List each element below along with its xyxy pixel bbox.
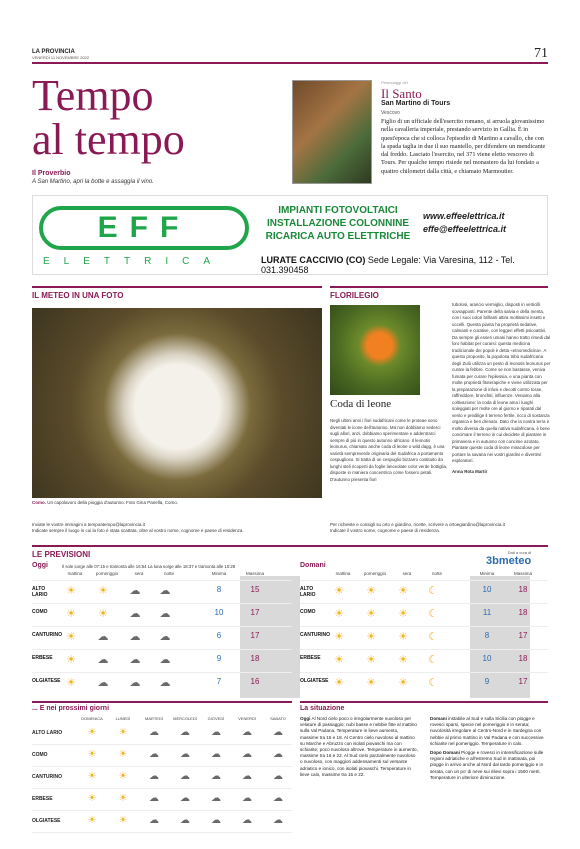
- saint-body: Figlio di un ufficiale dell'esercito romano, si arruola giovanissimo nella cavalleria imperiale, prestando servizio in Gallia. È in quest'epoca che si colloca l'episodio di Martino a cavallo, che con la spada taglia in due il suo mantello, per difendere un mendicante dal freddo. Lasciato l'esercito, nel 371 viene eletto vescovo di Tours. Per qualche tempo risiede nel monastero da lui fondato a quattro chilometri dalla città, e chiamato Marmoutier.: [381, 118, 546, 175]
- day-header-6: SABATO: [270, 716, 286, 721]
- max-temperature: 18: [518, 654, 528, 663]
- sun-icon: ☀: [334, 585, 344, 597]
- week-city-name: COMO: [32, 752, 48, 758]
- row-divider: [32, 649, 292, 650]
- sun-icon: ☀: [334, 608, 344, 620]
- day-header-0: DOMENICA: [81, 716, 103, 721]
- sun-icon: ☀: [398, 654, 408, 666]
- sun-icon: ☀: [398, 677, 408, 689]
- sun-icon: ☀: [87, 815, 97, 826]
- cloud-icon: ☁: [211, 771, 221, 782]
- cloud-icon: ☁: [242, 727, 252, 738]
- meteo-foto-rule: [32, 286, 322, 288]
- cloud-icon: ☁: [149, 727, 159, 738]
- ad-logo-sub: ELETTRICA: [43, 256, 225, 267]
- cloud-icon: ☁: [242, 771, 252, 782]
- sun-icon: ☀: [87, 771, 97, 782]
- sun-icon: ☀: [66, 608, 76, 620]
- situazione-domani-label: Domani: [430, 716, 447, 721]
- sun-icon: ☀: [398, 585, 408, 597]
- florilegio-heading: FLORILEGIO: [330, 291, 379, 300]
- row-divider: [32, 626, 292, 627]
- city-name: CANTURINO: [32, 632, 62, 638]
- ad-address: [261, 255, 547, 275]
- week-city-name: ALTO LARIO: [32, 730, 63, 736]
- moon-icon: ☾: [428, 631, 438, 643]
- cloud-icon: ☁: [149, 815, 159, 826]
- cloud-icon: ☁: [273, 749, 283, 760]
- column-header-3: notte: [431, 571, 442, 576]
- photo-caption: [32, 500, 322, 506]
- column-header-5: Massima: [513, 571, 532, 576]
- sun-icon: ☀: [87, 793, 97, 804]
- column-header-0: mattina: [67, 571, 83, 576]
- cloud-icon: ☁: [211, 727, 221, 738]
- sun-icon: ☀: [66, 585, 76, 597]
- sun-icon: ☀: [398, 631, 408, 643]
- city-name: ERBESE: [300, 655, 321, 661]
- city-name: COMO: [300, 609, 316, 615]
- ad-website-link[interactable]: www.effeelettrica.it: [423, 211, 505, 221]
- saint-role: Vescovo: [381, 110, 400, 116]
- sun-icon: ☀: [398, 608, 408, 620]
- cloud-icon: ☁: [129, 654, 141, 666]
- cloud-icon: ☁: [180, 727, 190, 738]
- row-divider: [300, 626, 548, 627]
- row-divider: [32, 766, 292, 767]
- min-temperature: 11: [482, 608, 492, 617]
- florilegio-text-right-body: tubolosi, arancio vermiglio, disposti in verticilli sovrapposti. Parente della salvia e della menta, con i suoi colori brillanti attira moltissimi insetti e uccelli. Questa pianta ha proprietà sedative, calmanti e curative, con leggeri effetti psicoattivi. Da sempre gli esseri umani hanno tratto rimedi dal loro habitat per curarsi: questa medicina tradizionale dei popoli è detta «etnomedicina». A questo proposito, la popolosa tribù sudafricana degli Zulù utilizza un pesto di leonotis leonurus per curare la febbre. Come se non bastasse, veniva fumata per curare l'epilessia, e una pianta con molte proprietà fitoterapiche e viene utilizzata per la preparazione di infusi e decotti contro tosse, raffreddore, bronchiti, influenze. Veniamo alla coltivazione: la coda di leone ama i luoghi soleggiati per molte ore al giorno e riparati dal vento e predilige il terreno fertile, ricco di sostanza organica e ben drenato. Dato che la nostra terra è molto diversa da quella nativa sudafricana, è bene concimare il terreno in cui decidete di piantare in primavera e in autunno con concime azotato. Piantate queste coda di leone miracolose per portare la savana nei vostri giardini e divertirvi esploratori.: [452, 302, 551, 463]
- caption-place: Como.: [32, 500, 46, 505]
- ad-logo: EFF: [39, 206, 249, 250]
- cloud-icon: ☁: [242, 793, 252, 804]
- max-temperature: 17: [518, 677, 528, 686]
- ad-email-link[interactable]: effe@effeelettrica.it: [423, 224, 506, 234]
- cloud-icon: ☁: [180, 771, 190, 782]
- week-city-name: CANTURINO: [32, 774, 62, 780]
- sun-icon: ☀: [98, 585, 108, 597]
- cloud-icon: ☁: [97, 654, 109, 666]
- min-temperature: 9: [484, 677, 490, 686]
- sun-icon: ☀: [118, 727, 128, 738]
- sun-icon: ☀: [66, 677, 76, 689]
- saint-heading: Il Santo: [381, 86, 422, 101]
- week-city-name: OLGIATESE: [32, 818, 61, 824]
- cloud-icon: ☁: [159, 631, 171, 643]
- cloud-icon: ☁: [129, 585, 141, 597]
- situazione-domani: [430, 716, 548, 781]
- cloud-icon: ☁: [180, 815, 190, 826]
- cloud-icon: ☁: [159, 585, 171, 597]
- max-temperature: 16: [250, 677, 260, 686]
- cloud-icon: ☁: [129, 677, 141, 689]
- title-line-2: al tempo: [32, 115, 185, 164]
- florilegio-rule: [330, 286, 548, 288]
- saint-painting-image: [292, 80, 372, 184]
- cloud-icon: ☁: [273, 815, 283, 826]
- photo-invite: [32, 522, 322, 534]
- min-temperature: 10: [214, 608, 224, 617]
- day-header-2: MARTEDÌ: [145, 716, 163, 721]
- ad-contacts: [423, 210, 506, 236]
- cloud-icon: ☁: [159, 608, 171, 620]
- city-name: CANTURINO: [300, 632, 330, 638]
- today-heading: Oggi: [32, 562, 48, 569]
- cloud-icon: ☁: [159, 677, 171, 689]
- florilegio-text-left: Negli ultimi anni i fiori sudafricani come le proteae sono diventati le icone dell'autunno. Ma non dobbiamo sederci sugli allori, anzi, dobbiamo sperimentare e addentrarci sempre di più in questo autunno africano. Il leonotis leonurus, chiamato anche coda di leone o wild dagg, è una varietà sempreverde originaria del Sudafrica a portamento cespuglioso. Si tratta di un cespuglio bizzarro costituito da lunghi steli ricoperti da foglie lanceolate color verde bottiglia, disposte in maniera concentrica come fossero petali. D'autunno presenta fiori: [330, 418, 448, 482]
- sun-icon: ☀: [66, 654, 76, 666]
- min-temperature: 10: [482, 585, 492, 594]
- cloud-icon: ☁: [159, 654, 171, 666]
- min-temperature: 7: [216, 677, 222, 686]
- column-header-4: Minima: [479, 571, 495, 576]
- sun-icon: ☀: [366, 677, 376, 689]
- florilegio-invite: [330, 522, 548, 534]
- cloud-icon: ☁: [273, 793, 283, 804]
- saint-kicker: Personaggi del: [381, 80, 408, 85]
- week-city-name: ERBESE: [32, 796, 53, 802]
- row-divider: [300, 649, 548, 650]
- provider-logo: 3bmeteo: [486, 555, 532, 567]
- row-divider: [32, 788, 292, 789]
- sun-icon: ☀: [366, 585, 376, 597]
- city-name: ALTO LARIO: [300, 586, 316, 598]
- max-temperature: 18: [518, 608, 528, 617]
- city-name: OLGIATESE: [32, 678, 61, 684]
- row-divider: [32, 832, 292, 833]
- sun-icon: ☀: [98, 608, 108, 620]
- day-header-3: MERCOLEDÌ: [173, 716, 197, 721]
- cloud-icon: ☁: [129, 631, 141, 643]
- row-divider: [32, 744, 292, 745]
- city-name: COMO: [32, 609, 48, 615]
- situazione-heading: La situazione: [300, 705, 345, 712]
- sun-moon-info: Il sole sorge alle 07:15 e tramonta alle 16:54 La luna sorge alle 18:37 e tramonta alle 10:28: [62, 564, 236, 569]
- min-temperature: 8: [484, 631, 490, 640]
- cloud-icon: ☁: [97, 631, 109, 643]
- day-header-1: LUNEDÌ: [115, 716, 131, 721]
- situazione-oggi-label: Oggi: [300, 716, 311, 721]
- photo-invite-email[interactable]: Inviate le vostre immagini a tempoatempo@laprovincia.it: [32, 522, 145, 527]
- provider-credit: Dati a cura di: [486, 550, 531, 555]
- ad-line-3: RICARICA AUTO ELETTRICHE: [265, 231, 411, 242]
- cloud-icon: ☁: [211, 815, 221, 826]
- cloud-icon: ☁: [97, 677, 109, 689]
- cloud-icon: ☁: [149, 749, 159, 760]
- sun-icon: ☀: [334, 654, 344, 666]
- header-rule: [32, 62, 548, 64]
- min-temperature: 8: [216, 585, 222, 594]
- situazione-oggi-text: Al Nord cielo poco o irregolarmente nuvoloso per velature di passaggio; nubi basse e nebbie fitte al mattino sulla Val Padana. Temperature in lieve aumento, massime tra 15 e 18. Al Centro cielo nuvoloso al mattino su Marche e Abruzzo con isolati piovaschi ma con schiarite; poco nuvoloso altrove. Temperature in aumento, massime tra 16 e 22. Al Sud cielo parzialmente nuvoloso o nuvoloso, con maggiori addensamenti sul versante adriatico e ionico, con isolati piovaschi. Temperature in lieve calo, massime tra 15 e 22.: [300, 716, 418, 777]
- column-header-1: pomeriggio: [95, 571, 119, 576]
- moon-icon: ☾: [428, 677, 438, 689]
- cloud-icon: ☁: [129, 608, 141, 620]
- column-header-1: pomeriggio: [363, 571, 387, 576]
- sun-icon: ☀: [118, 749, 128, 760]
- sun-icon: ☀: [366, 608, 376, 620]
- florilegio-title: Coda di leone: [330, 398, 392, 410]
- tomorrow-heading: Domani: [300, 562, 326, 569]
- row-divider: [32, 672, 292, 673]
- min-temperature: 6: [216, 631, 222, 640]
- column-header-2: sera: [402, 571, 412, 576]
- max-temperature: 18: [518, 585, 528, 594]
- column-header-3: notte: [163, 571, 174, 576]
- moon-icon: ☾: [428, 654, 438, 666]
- ad-services: [263, 204, 413, 243]
- ad-line-2: INSTALLAZIONE COLONNINE: [266, 218, 410, 229]
- day-header-4: GIOVEDÌ: [207, 716, 225, 721]
- proverbio-heading: Il Proverbio: [32, 170, 71, 177]
- florilegio-author: Anna Rota Martir: [452, 468, 488, 474]
- situazione-dopo-text: Piogge e rovesci in intensificazione sulle regioni adriatiche e all'estremo Sud in mattinata, poi piogge in arrivo anche al Nord dal tardo pomeriggio e in serata, con un po' di neve sui rilievi sopra i 1500 metri. Temperature in ulteriore diminuzione.: [430, 750, 544, 780]
- meteo-provider: [486, 550, 531, 567]
- mushroom-photo: [32, 308, 322, 498]
- page-number: 71: [534, 46, 548, 61]
- proverbio-text: A San Martino, apri la botte e assaggia il vino.: [32, 179, 154, 185]
- meteo-foto-heading: IL METEO IN UNA FOTO: [32, 291, 124, 300]
- sun-icon: ☀: [118, 771, 128, 782]
- caption-text: Un capolavoro della pioggia d'autunno. Foto Gina Panella, Como.: [47, 500, 178, 505]
- saint-name: San Martino di Tours: [381, 100, 451, 107]
- leonotis-flower-image: [330, 305, 420, 395]
- section-title: [32, 71, 272, 164]
- row-divider: [300, 672, 548, 673]
- row-divider: [32, 603, 292, 604]
- max-temperature: 17: [518, 631, 528, 640]
- prossimi-heading: ... E nei prossimi giorni: [32, 705, 110, 712]
- day-header-5: VENERDÌ: [238, 716, 256, 721]
- row-divider: [300, 580, 548, 581]
- situazione-oggi: [300, 716, 418, 778]
- cloud-icon: ☁: [211, 793, 221, 804]
- sun-icon: ☀: [118, 793, 128, 804]
- cloud-icon: ☁: [242, 815, 252, 826]
- ad-address-text: Sede Legale: Via Varesina, 112 - Tel. 031.390458: [261, 255, 515, 275]
- column-header-5: Massima: [245, 571, 264, 576]
- photo-invite-note: Indicate sempre il luogo in cui la foto è stata scattata, oltre al vostro nome, cognome e paese di residenza.: [32, 528, 244, 533]
- column-header-4: Minima: [211, 571, 227, 576]
- cloud-icon: ☁: [242, 749, 252, 760]
- row-divider: [32, 580, 292, 581]
- min-temperature: 10: [482, 654, 492, 663]
- cloud-icon: ☁: [273, 727, 283, 738]
- max-temperature: 15: [250, 585, 260, 594]
- min-temperature: 9: [216, 654, 222, 663]
- max-temperature: 17: [250, 608, 260, 617]
- ad-line-1: IMPIANTI FOTOVOLTAICI: [278, 205, 398, 216]
- sun-icon: ☀: [66, 631, 76, 643]
- sun-icon: ☀: [366, 654, 376, 666]
- cloud-icon: ☁: [149, 793, 159, 804]
- previsioni-rule: [32, 545, 548, 547]
- florilegio-invite-note: Indicate il vostro nome, cognome e paese di residenza.: [330, 528, 441, 533]
- advertisement[interactable]: [32, 195, 548, 275]
- florilegio-text-right: [452, 302, 552, 475]
- max-temperature: 18: [250, 654, 260, 663]
- row-divider: [300, 603, 548, 604]
- florilegio-invite-email[interactable]: Per richieste e consigli su orto e giardino, ricette, scrivere a ortoegiardino@laprovincia.it: [330, 522, 505, 527]
- moon-icon: ☾: [428, 608, 438, 620]
- situazione-domani-text: instabile al Sud e sulla Sicilia con piogge e rovesci sparsi, specie nel pomeriggio e in serata; nuvolosità irregolare al Centro-Nord e in Sardegna con nebbie al primo mattino in Val Padana e con successive schiarite nel pomeriggio. Temperature in calo.: [430, 716, 544, 746]
- row-divider: [32, 810, 292, 811]
- previsioni-heading: LE PREVISIONI: [32, 550, 91, 559]
- masthead: LA PROVINCIA: [32, 49, 75, 55]
- sun-icon: ☀: [334, 677, 344, 689]
- sun-icon: ☀: [334, 631, 344, 643]
- max-temperature: 17: [250, 631, 260, 640]
- column-header-0: mattina: [335, 571, 351, 576]
- column-header-2: sera: [134, 571, 144, 576]
- sun-icon: ☀: [366, 631, 376, 643]
- cloud-icon: ☁: [149, 771, 159, 782]
- city-name: OLGIATESE: [300, 678, 329, 684]
- situazione-rule: [300, 701, 548, 703]
- prossimi-rule: [32, 701, 292, 703]
- sun-icon: ☀: [87, 727, 97, 738]
- moon-icon: ☾: [428, 585, 438, 597]
- issue-date: VENERDÌ 11 NOVEMBRE 2022: [32, 55, 90, 60]
- ad-city: LURATE CACCIVIO (CO): [261, 255, 366, 265]
- city-name: ERBESE: [32, 655, 53, 661]
- sun-icon: ☀: [87, 749, 97, 760]
- sun-icon: ☀: [118, 815, 128, 826]
- situazione-dopo-label: Dopo Domani: [430, 750, 460, 756]
- cloud-icon: ☁: [211, 749, 221, 760]
- cloud-icon: ☁: [273, 771, 283, 782]
- cloud-icon: ☁: [180, 793, 190, 804]
- city-name: ALTO LARIO: [32, 586, 48, 598]
- cloud-icon: ☁: [180, 749, 190, 760]
- title-line-1: Tempo: [32, 71, 154, 120]
